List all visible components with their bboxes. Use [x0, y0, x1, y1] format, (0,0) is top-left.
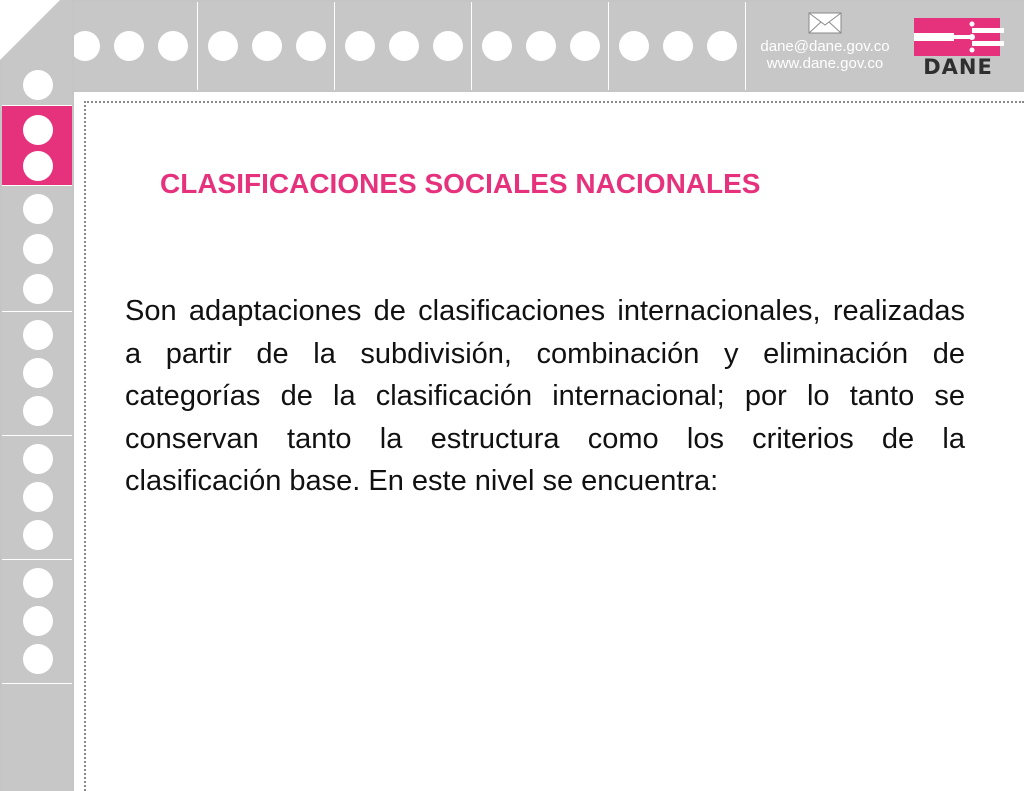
- frame-dot: [23, 606, 53, 636]
- left-panel: [2, 436, 72, 560]
- frame-dot: [23, 396, 53, 426]
- frame-dot: [23, 151, 53, 181]
- frame-dot: [23, 320, 53, 350]
- left-panel: [2, 312, 72, 436]
- frame-dot: [23, 234, 53, 264]
- frame-dot: [707, 31, 737, 61]
- slide-body: Son adaptaciones de clasificaciones internacionales, realizadas a partir de la subdivisión, combinación y eliminación de categorías de la clasificación internacional; por lo tanto se conservan tanto la estructura como los criterios de la clasificación base. En este nivel se encuentra:: [125, 295, 965, 497]
- frame-dot: [23, 70, 53, 100]
- frame-dot: [23, 644, 53, 674]
- frame-dot: [23, 358, 53, 388]
- frame-dot: [619, 31, 649, 61]
- frame-dot: [433, 31, 463, 61]
- frame-dot: [296, 31, 326, 61]
- dane-logo-mark: [912, 18, 1004, 56]
- frame-dot: [23, 520, 53, 550]
- top-panel: [198, 2, 335, 90]
- left-panel: [2, 560, 72, 684]
- left-panel-accent: [2, 106, 72, 186]
- frame-dot: [114, 31, 144, 61]
- mail-icon: [808, 12, 842, 34]
- top-panel: [472, 2, 609, 90]
- frame-dot: [663, 31, 693, 61]
- frame-dot: [482, 31, 512, 61]
- frame-dot: [570, 31, 600, 61]
- frame-corner: [0, 0, 60, 60]
- contact-email[interactable]: dane@dane.gov.co: [760, 38, 890, 55]
- left-panel: [2, 684, 72, 791]
- contact-website[interactable]: www.dane.gov.co: [766, 55, 884, 72]
- top-panel: [335, 2, 472, 90]
- frame-dot: [158, 31, 188, 61]
- frame-dot: [23, 115, 53, 145]
- frame-dot: [23, 444, 53, 474]
- left-panel: [2, 186, 72, 312]
- frame-dot: [208, 31, 238, 61]
- dane-logo-text: DANE: [923, 55, 993, 79]
- frame-dot: [526, 31, 556, 61]
- dotted-guide-horizontal: [84, 101, 1024, 103]
- contact-info: [750, 38, 900, 72]
- dane-logo: [912, 18, 1004, 78]
- frame-dot: [23, 568, 53, 598]
- slide-title: CLASIFICACIONES SOCIALES NACIONALES: [160, 168, 761, 199]
- frame-dot: [23, 194, 53, 224]
- frame-dot: [70, 31, 100, 61]
- frame-dot: [23, 482, 53, 512]
- left-frame: [0, 0, 74, 791]
- frame-dot: [389, 31, 419, 61]
- top-panel: [609, 2, 746, 90]
- frame-dot: [23, 274, 53, 304]
- frame-dot: [252, 31, 282, 61]
- frame-dot: [345, 31, 375, 61]
- top-panel: [60, 2, 198, 90]
- dotted-guide-vertical: [84, 101, 86, 791]
